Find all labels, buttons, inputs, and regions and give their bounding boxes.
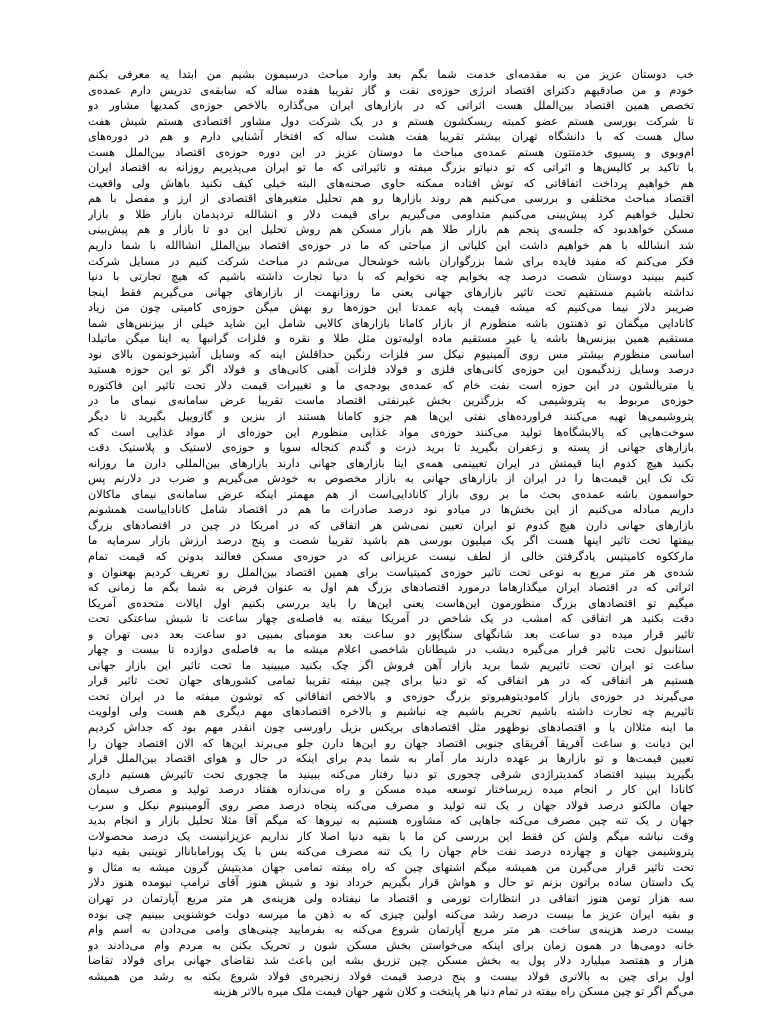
text-line: جهان ر یک تنه چین مصرف می‌کنه جاهایی که مشاوره هستیم به نیروها که میگم آقا مثلا تحلیل بازار و انجام بدید [88, 814, 694, 828]
text-line: مسکن خواهدبود که جلسه‌ی پنجم هم بازار طلا هم بازار مسکن هم روش تحلیل این دو تا بازار و هم پیش‌بینی [88, 223, 694, 237]
text-line: ما اینه مثلاان یا و اقتصادهای نوظهور مثل اقتصادهای بریکس بزیل راورسی چون انقدر مهم بود که جداش کردیم [88, 720, 694, 734]
text-line: هزار و هفتصد میلیارد دلار پول به بخش مسکن چین تزریق بشه این باعث شد تقاضای جهانی برای فولاد تقاضا [88, 954, 694, 968]
text-line: هستیم هر اتفاقی که در هر اتفاقی که تو دنیا برای چین بیفته تقریبا تمامی کشورهای جهان تحت تاثیر قرار [88, 674, 694, 688]
text-line: سه هزار تومن هنوز اتفاقی در انتظارات تورمی و اقتصاد ما نیفتاده ولی هزینه‌ی هر متر مربع آپارتمان در تهران [88, 891, 694, 905]
text-line: تحلیل خواهیم کرد پیش‌بینی می‌کنیم متداومی می‌گیریم برای قیمت دلار و انشالله تردیدمان بازار طلا و بازار [88, 207, 694, 221]
text-line: تاثیریم چه تجارت داشته باشیم تحریم باشیم چه نباشیم و بالاخره اقتصادهای مهم دیگری هم هست ولی اولویت [88, 705, 694, 719]
text-line: ضریبر دلار نیما می‌کنیم که میشه قیمت پایه عمدتا این حوزه‌ها رو بهش میگن حوزه‌ی کامیتی چون من زیاد [88, 301, 694, 315]
text-line: داریم مبادله می‌کنیم از این بخش‌ها در میادو نود درصد صادرات ما هم در اقتصاد شامل کاناداییاست همشونم [88, 503, 694, 517]
text-line: کانادایی میگمان تو ذهنتون باشه منظورم از بازار کامانا بازارهای کالایی شامل این شاید خیلی از بیزنس‌های شما [88, 316, 694, 330]
text-line: مارککوه کامیتیس یادگرفتن خالی از لطف نیست عزیزانی که در حوزه‌ی مسکن فعالند بدونن که قیمت تمام [88, 549, 694, 563]
text-line: بکنید هیچ کدوم اینا قیمتش در ایران تعیینمی همه‌ی اینا بازارهای جهانی دارند بازارهای بین‌المللی دارن ما روزانه [88, 456, 694, 470]
text-line: کنیم ببینید دوستان شصت درصد چه بخوایم چه نخوایم که با دنیا تجارت داشته باشیم که هیچ تجارتی با دنیا [88, 270, 694, 284]
text-line: پتروشیمی‌ها تهیه می‌کنند فراورده‌های نفتی این‌ها هم جزو کامانا هستند از بنزین و گازوییل بگیرید تا دیگر [88, 410, 694, 424]
text-line: خب دوستان عزیز من به مقدمه‌ای خدمت شما بگم بعد وارد مباحث درسیمون بشیم من ابتدا یه معرفی بکنم [88, 68, 694, 81]
text-line: هم خواهیم پرداخت اتفاقاتی که توش افتاده ممکنه حاوی صحنه‌های البته خیلی کیف نکنید باهاش ولی واقعیت [88, 176, 694, 190]
text-line: این دیانت و ساعت آفریقا آفریقای جنوبی اقتصاد جهان رو این‌ها دارن جلو می‌برند این‌ها که الان اقتصاد جهان را [88, 736, 694, 750]
text-line: بازارهای جهانی دارن هیچ کدوم تو ایران تعیین نمی‌شن هر اتفاقی که در امریکا در چین در اقتصادهای بزرگ [88, 518, 694, 532]
text-line: تحت تاثیر قرار می‌گیرن من همیشه میگم اشتهای چین که راه بیفته تمامی جهان مدیتیش گرون میشه به مثال و [88, 860, 694, 874]
text-line: نداشته باشیم مستقیم تحت تاثیر بازارهای جهانی یعنی ما روزانهمت از بازارهای جهانی می‌گیریم فقط اینجا [88, 285, 694, 299]
text-line: پتروشیمی جهان و چهارده درصد نفت خام جهان را یک تنه مصرف می‌کنه بس با یک پوراماباناار توینبی بقیه دنیا [88, 845, 694, 859]
text-line: ساعت تو ایران تحت تاثیریم شما برید بازار آهن فروش اگر چک بکنید میبینید ما تحت تاثیر این بازار جهانی [88, 658, 694, 672]
text-line: با تاکید بر کالیس‌ها و اثراتی که تو دنیاتو بزرگ میفته و تاثیراتی که ما تو ایران می‌پذیریم روزانه به اقتصاد ایران [88, 161, 694, 175]
text-line: جهان مالکنو درصد فولاد جهان ر یک تنه تولید و مصرف می‌کنه پنجاه درصد مصر روی آلومینیوم نیکل و سرب [88, 798, 694, 812]
transcript-body [88, 67, 694, 1000]
text-line: و بقیه ایران عزیز ما بیست درصد رشد می‌کنه اولین چیزی که به ذهن ما میرسه دولت خوشنویی ببینیم چی بوده [88, 907, 694, 921]
text-line: حواسمون باشه عمده‌ی بحث ما بر روی بازار کانادایی‌است از هم مهمتر اینکه عرض سامانه‌ی نیمای ماکالان [88, 487, 694, 501]
text-line: یا متریالشون در این حوزه است نفت خام که عمده‌ی بودجه‌ی ما و تغییرات قیمت دلار تحت تاثیر این فاکتوره [88, 378, 694, 392]
text-line: مستقیم همین بیزنس‌ها باشه یا غیر مستقیم ماده اولیه‌تون مثل طلا و نقره و فلزات گرانبها یه اینا میگن ماتیلدا [88, 332, 694, 346]
text-line: استانبول تحت تاثیر قرار می‌گیره دیشب در شیطانان شاخصی اعلام میشه ما به فاصله‌ی دوازده تا بیست و چهار [88, 643, 694, 657]
text-line: شد انشالله با هم خواهیم داشت این کلیاتی از مباحثی که ما در حوزه‌ی اقتصاد بین‌الملل انشاالله با شما داریم [88, 239, 694, 253]
text-line: خودم و من صادقیهم دکترای اقتصاد انرژی حوزه‌ی نفت و گاز تقریبا هفده ساله که سابقه‌ی تدریس دارم عمده‌ی [88, 83, 694, 97]
text-line: سال هست که با دانشگاه تهران بیشتر تقریبا هفت هشت ساله که افتخار آشنایی دارم و هم در دوره‌های [88, 130, 694, 144]
text-line: شده‌ی هر متر مربع به نوعی تحت تاثیر حوزه‌ی کمیتیاست برای همین اقتصاد بین‌الملل رو تعریف کردیم بهعنوان و [88, 565, 694, 579]
text-line: بیفتها تحت تاثیر اینها هست اگر یک میلیون بورسی هم باشید تقریبا شصت و پنج درصد ارزش بازار سرمایه ما [88, 534, 694, 548]
text-line: بگیرید ببینید اقتصاد کمدیتراژدی شرقی چجوری تو دنیا رفتار می‌کنه ببینید ما چجوری تحت تاثیرش هستیم داری [88, 767, 694, 781]
text-line: تا شرکت بورسی هستم عضو کمیته ریسکشون هستم و در یک شرکت دول مشاور اقتصادی هستم شیش هفت [88, 114, 694, 128]
text-line: تخصص همین اقتصاد بین‌الملل هست اثراتی که در بازارهای ایران می‌گذاره بالاخص حوزه‌ی کمدیها مشاور دو [88, 99, 694, 113]
text-line: تاثیر قرار میده دو ساعت بعد شانگهای سنگاپور دو ساعت بعد مومبای بمبیی دو ساعت بعد دبی تهران و [88, 627, 694, 641]
text-line: می‌گیرند در حوزه‌ی بازار کامودیتوهیروتو بزرگ حوزه‌ی و بالاخص اتفاقاتی که توشون میفته ما در ایران تحت [88, 689, 694, 703]
text-line: اقتصاد مباحث مختلفی و بررسی می‌کنیم هم روند بازارها رو هم تحلیل متغیرهای اقتصادی از ارز و مفصل با هم [88, 192, 694, 206]
text-line: ام‌وبوی و پسیوی خدمتتون هستم عمده‌ی مباحث ما دوستان عزیز در این دوره حوزه‌ی اقتصاد بین‌الملل هست [88, 145, 694, 159]
text-line: تعیین قیمت‌ها و تو بازارها بر عهده دارند مار آمار به شما بدم برای اینکه در حال و هوای اقتصاد بین‌الملل قرار [88, 752, 694, 766]
text-line: اثراتی که در اقتصاد ایران میگذارهاما درمورد اقتصادهای بزرگ هم اول به عنوان فرض به شما بگم ما زمانی که [88, 581, 694, 595]
text-line: اول برای چین به بالاتری فولاد بیست و پنج درصد قیمت فولاد زنجیره‌ی فولاد شروع بکنه به رشد من همیشه [88, 969, 694, 983]
text-line: بازارهای جهانی از پسته و زعفران بگیرید تا برید ذرت و گندم کنجاله سویا و حوزه‌ی لاستیک و پلاستیک دقت [88, 441, 694, 455]
text-line: خانه دومی‌ها در همون زمان برای اینکه می‌خواستن بخش مسکن شون ر تحریک بکنن به مردم وام می‌دادند دو [88, 938, 694, 952]
text-line: سوخت‌هایی که پالایشگاه‌ها تولید می‌کنند حوزه‌ی مواد غذایی منظورم این حوزه‌ای از مواد غذایی است که [88, 425, 694, 439]
text-line: تک تک این قیمت‌ها را در ایران از بازارهای جهانی به بازار مخصوص به خودش می‌گیریم و ضرب در دلارنم پس [88, 472, 694, 486]
text-line: درصد وسایل زندگیمون این حوزه‌ی کانی‌های فلزی و فولاد فلزات آهنی کانی‌های و فولاد اگر تو این حوزه هستید [88, 363, 694, 377]
text-line: وقت نباشه میگم ولش کن فقط این بررسی کن ما با بقیه دنیا اصلا کار نداریم عزیزانیست یک درصد محصولات [88, 829, 694, 843]
text-line: کانادا این کار ر انجام میده زیرساختار توسعه میده مسکن و راه می‌ندازه هفتاد درصد تولید و مصرف سیمان [88, 783, 694, 797]
text-line: می‌گم اگر تو چین مسکن راه بیفته در تمام دنیا هر پایتخت و کلان شهر جهان قیمت ملک میره بالاتر هزینه [213, 985, 694, 999]
text-line: دقت بکنید هر اتفاقی که امشب در یک شاخص در آمریکا بیفته به فاصله‌ی چهار ساعت تا شیش ساعتکی تحت [88, 612, 694, 626]
text-line: فکر می‌کنم که مفید فایده برای شما بزرگواران باشه خوشحال می‌شم در مباحث شرکت کنیم در مسایل شرکت [88, 254, 694, 268]
text-line: یک داستان ساده براتون بزنم تو حال و هواش قرار بگیریم خرداد نود و شیش هنوز آقای ترامپ نیومده هنوز دلار [88, 876, 694, 890]
text-line: حوزه‌ی مربوط به پتروشیمی که بزرگترین بخش غیرنفتی اقتصاد ماست تقریبا عرض سامانه‌ی نیمای ما در [88, 394, 694, 408]
text-line: اساسی منظورم بیشتر مس روی آلمینیوم نیکل سر فلزات رنگین حداقلش اینه که وسایل آشپزخونمون بالای نود [88, 347, 694, 361]
text-line: میگیم تو اقتصادهای بزرگ منظورمون این‌هاست یعنی این‌ها را باید بررسی بکنیم اول ایالات متحده‌ی آمریکا [88, 596, 694, 610]
text-line: بیست درصد هزینه‌ی ساخت هر متر مربع آپارتمان شروع می‌کنه به بفرمایید چینی‌های وامی می‌دادن به اسم وام [88, 923, 694, 937]
